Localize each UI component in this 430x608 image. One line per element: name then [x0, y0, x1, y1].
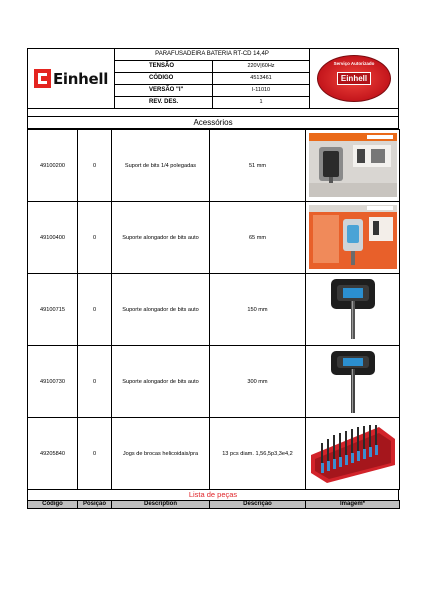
item-description: Jogs de brocas helicoidais/pra: [112, 418, 210, 490]
item-spec: 65 mm: [210, 202, 306, 274]
item-image-cell: [306, 346, 400, 418]
item-position: 0: [78, 418, 112, 490]
item-code: 49100715: [28, 274, 78, 346]
einhell-logo: [34, 69, 108, 88]
column-header-description-pt: Descrição: [210, 501, 306, 509]
item-code: 49100400: [28, 202, 78, 274]
badge-cell: [310, 49, 398, 108]
section-title: Acessórios: [27, 116, 399, 129]
column-header-description-en: Description: [112, 501, 210, 509]
bit-extension-package-image: [308, 205, 397, 270]
parts-sheet: [27, 48, 399, 509]
spacer-row: [27, 108, 399, 116]
product-title: PARAFUSADEIRA BATERIA RT-CD 14,4P: [115, 49, 309, 61]
bit-holder-package-image: [308, 133, 397, 198]
info-label: TENSÃO: [115, 61, 213, 72]
logo-text: Einhell: [52, 69, 109, 88]
bit-extension-300-image: [308, 349, 397, 414]
item-position: 0: [78, 346, 112, 418]
item-code: 49205840: [28, 418, 78, 490]
parts-list-header: [27, 500, 400, 509]
einhell-e-icon: [34, 69, 51, 88]
authorized-service-badge: [317, 55, 391, 102]
item-spec: 300 mm: [210, 346, 306, 418]
info-value: 220V|60Hz: [247, 63, 275, 69]
column-header-image: Imagem*: [306, 501, 400, 509]
info-label: REV. DES.: [115, 97, 213, 108]
badge-brand: Einhell: [337, 72, 371, 85]
table-row: [28, 418, 400, 490]
table-row: [28, 202, 400, 274]
item-image-cell: [306, 418, 400, 490]
item-image-cell: [306, 202, 400, 274]
info-value: I-11010: [251, 87, 271, 93]
table-row: [28, 274, 400, 346]
info-label: VERSÃO "I": [115, 85, 213, 96]
info-row-codigo: [115, 73, 309, 85]
item-spec: 13 pcs diam. 1,56,5p3,3e4,2: [210, 418, 306, 490]
item-image-cell: [306, 130, 400, 202]
item-code: 49100730: [28, 346, 78, 418]
product-info: [115, 49, 310, 108]
item-spec: 51 mm: [210, 130, 306, 202]
item-position: 0: [78, 274, 112, 346]
item-code: 49100200: [28, 130, 78, 202]
info-row-rev: [115, 97, 309, 108]
header-row: [28, 501, 400, 509]
drill-bit-set-image: [308, 421, 397, 486]
column-header-position: Posição: [78, 501, 112, 509]
info-value: 4513461: [250, 75, 272, 81]
accessories-table: [27, 129, 400, 490]
sheet-header: [27, 48, 399, 108]
info-value: 1: [259, 99, 263, 105]
table-row: [28, 130, 400, 202]
table-row: [28, 346, 400, 418]
item-image-cell: [306, 274, 400, 346]
info-row-tensao: [115, 61, 309, 73]
info-label: CÓDIGO: [115, 73, 213, 84]
logo-cell: [28, 49, 115, 108]
parts-list-title: Lista de peças: [27, 490, 399, 500]
badge-ring-text: Serviço Autorizado: [333, 61, 375, 66]
item-position: 0: [78, 202, 112, 274]
info-row-versao: [115, 85, 309, 97]
column-header-code: Código: [28, 501, 78, 509]
item-spec: 150 mm: [210, 274, 306, 346]
item-description: Suporte alongador de bits auto: [112, 202, 210, 274]
item-description: Suport de bits 1/4 polegadas: [112, 130, 210, 202]
item-position: 0: [78, 130, 112, 202]
item-description: Suporte alongador de bits auto: [112, 274, 210, 346]
bit-extension-150-image: [308, 277, 397, 342]
item-description: Suporte alongador de bits auto: [112, 346, 210, 418]
